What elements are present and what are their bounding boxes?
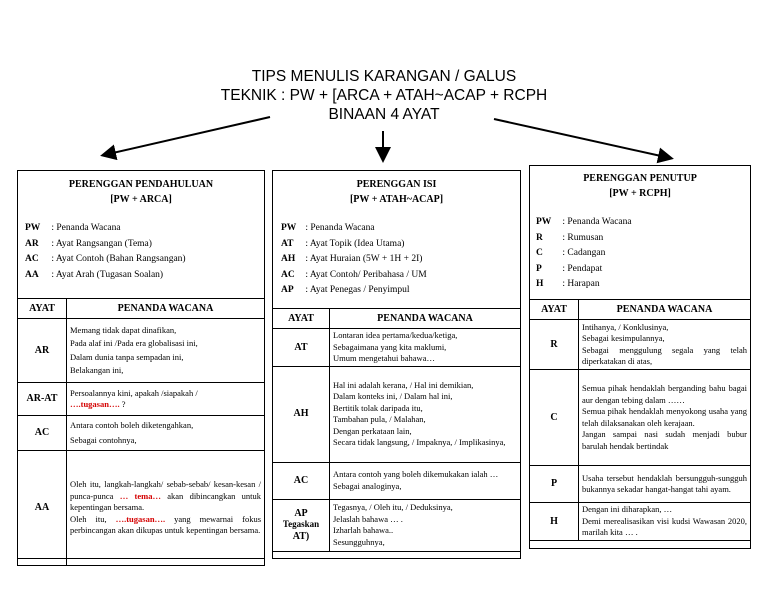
penutup-defs [536,215,632,293]
arrow-right [494,119,670,158]
row-text: Lontaran idea pertama/kedua/ketiga, Sebagaimana yang kita maklumi, Umum mengetahui bahawa… [330,329,521,367]
penutup-title: PERENGGAN PENUTUP [583,173,697,184]
row-code: AR [18,319,67,383]
row-code: R [530,320,579,370]
col-penanda-wacana: PENANDA WACANA [67,299,265,319]
row-text: Semua pihak hendaklah berganding bahu bagai aur dengan tebing dalam …… Semua pihak hendaklah menyokong usaha yang telah dilaksanakan oleh kerajaan. Jangan sampai nasi sudah menjadi bubur barulah hendak bertindak [579,370,751,466]
isi-defs [281,221,427,299]
def-row: H : Harapan [536,279,600,289]
row-text: Tegasnya, / Oleh itu, / Deduksinya, Jelaslah bahawa … . Izharlah bahawa.. Sesungguhnya, [330,499,521,551]
row-code: AC [273,462,330,499]
row-code: P [530,466,579,503]
def-row: AC : Ayat Contoh (Bahan Rangsangan) [25,254,186,264]
col-ayat: AYAT [273,309,330,329]
def-row: AA : Ayat Arah (Tugasan Soalan) [25,269,164,280]
penutup-subtitle: [PW + RCPH] [609,188,671,199]
technique-title: TEKNIK : PW + [ARCA + ATAH~ACAP + RCPH [220,87,548,104]
intro-title: PERENGGAN PENDAHULUAN [68,179,214,190]
def-row: C : Cadangan [536,248,606,258]
row-code: C [530,370,579,466]
penutup-table [529,299,751,541]
row-code: AT [273,329,330,367]
col-penanda-wacana: PENANDA WACANA [330,309,521,329]
isi-table [272,308,521,552]
row-text: Memang tidak dapat dinafikan, Pada alaf ini /Pada era globalisasi ini, Dalam dunia tanpa sempadan ini, Belakangan ini, [67,319,265,383]
def-row: PW : Penanda Wacana [281,223,375,233]
row-code: AA [18,451,67,566]
isi-title: PERENGGAN ISI [356,179,437,190]
def-row: AP : Ayat Penegas / Penyimpul [281,285,410,295]
main-title: TIPS MENULIS KARANGAN / GALUS [251,68,517,85]
row-text: Hal ini adalah kerana, / Hal ini demikian, Dalam konteks ini, / Dalam hal ini, Bertitik tolak daripada itu, Tambahan pula, / Malahan, Dengan perkataan lain, Secara tidak langsung, / Impaknya, / Implikasinya, [330,366,521,462]
arrow-left [104,117,270,155]
row-code: AH [273,366,330,462]
intro-table [17,298,265,566]
def-row: P : Pendapat [536,263,603,274]
row-text: Persoalannya kini, apakah /siapakah / ….tugasan…. ? [67,383,265,416]
def-row: R : Rumusan [536,232,604,243]
intro-defs [25,221,186,283]
def-row: AR : Ayat Rangsangan (Tema) [25,238,152,249]
row-text: Antara contoh boleh diketengahkan, Sebagai contohnya, [67,416,265,451]
structure-title: BINAAN 4 AYAT [328,106,440,123]
row-code: AP Tegaskan AT) [273,499,330,551]
col-ayat: AYAT [18,299,67,319]
row-text: Usaha tersebut hendaklah bersungguh-sungguh bukannya sekadar hangat-hangat tahi ayam. [579,466,751,503]
col-ayat: AYAT [530,300,579,320]
row-text: Oleh itu, langkah-langkah/ sebab-sebab/ kesan-kesan / punca-punca … tema… akan dibincangkan untuk kepentingan bersama. Oleh itu, ….tugasan…. yang mewarnai fokus perbincangan akan dikupas untuk kepentingan bersama. [67,451,265,566]
row-code: AC [18,416,67,451]
row-text: Intihanya, / Konklusinya, Sebagai kesimpulannya, Sebagai menggulung segala yang telah diperkatakan di atas, [579,320,751,370]
row-text: Dengan ini diharapkan, … Demi merealisasikan visi kudsi Wawasan 2020, marilah kita … . [579,503,751,541]
isi-subtitle: [PW + ATAH~ACAP] [349,194,444,205]
row-code: H [530,503,579,541]
def-row: AT : Ayat Topik (Idea Utama) [281,238,405,249]
def-row: AC : Ayat Contoh/ Peribahasa / UM [281,269,427,280]
def-row: PW : Penanda Wacana [536,217,632,227]
def-row: AH : Ayat Huraian (5W + 1H + 2I) [281,254,423,264]
row-code: AR-AT [18,383,67,416]
row-text: Antara contoh yang boleh dikemukakan ialah … Sebagai analoginya, [330,462,521,499]
col-penanda-wacana: PENANDA WACANA [579,300,751,320]
def-row: PW : Penanda Wacana [25,223,121,233]
intro-subtitle: [PW + ARCA] [110,194,172,205]
